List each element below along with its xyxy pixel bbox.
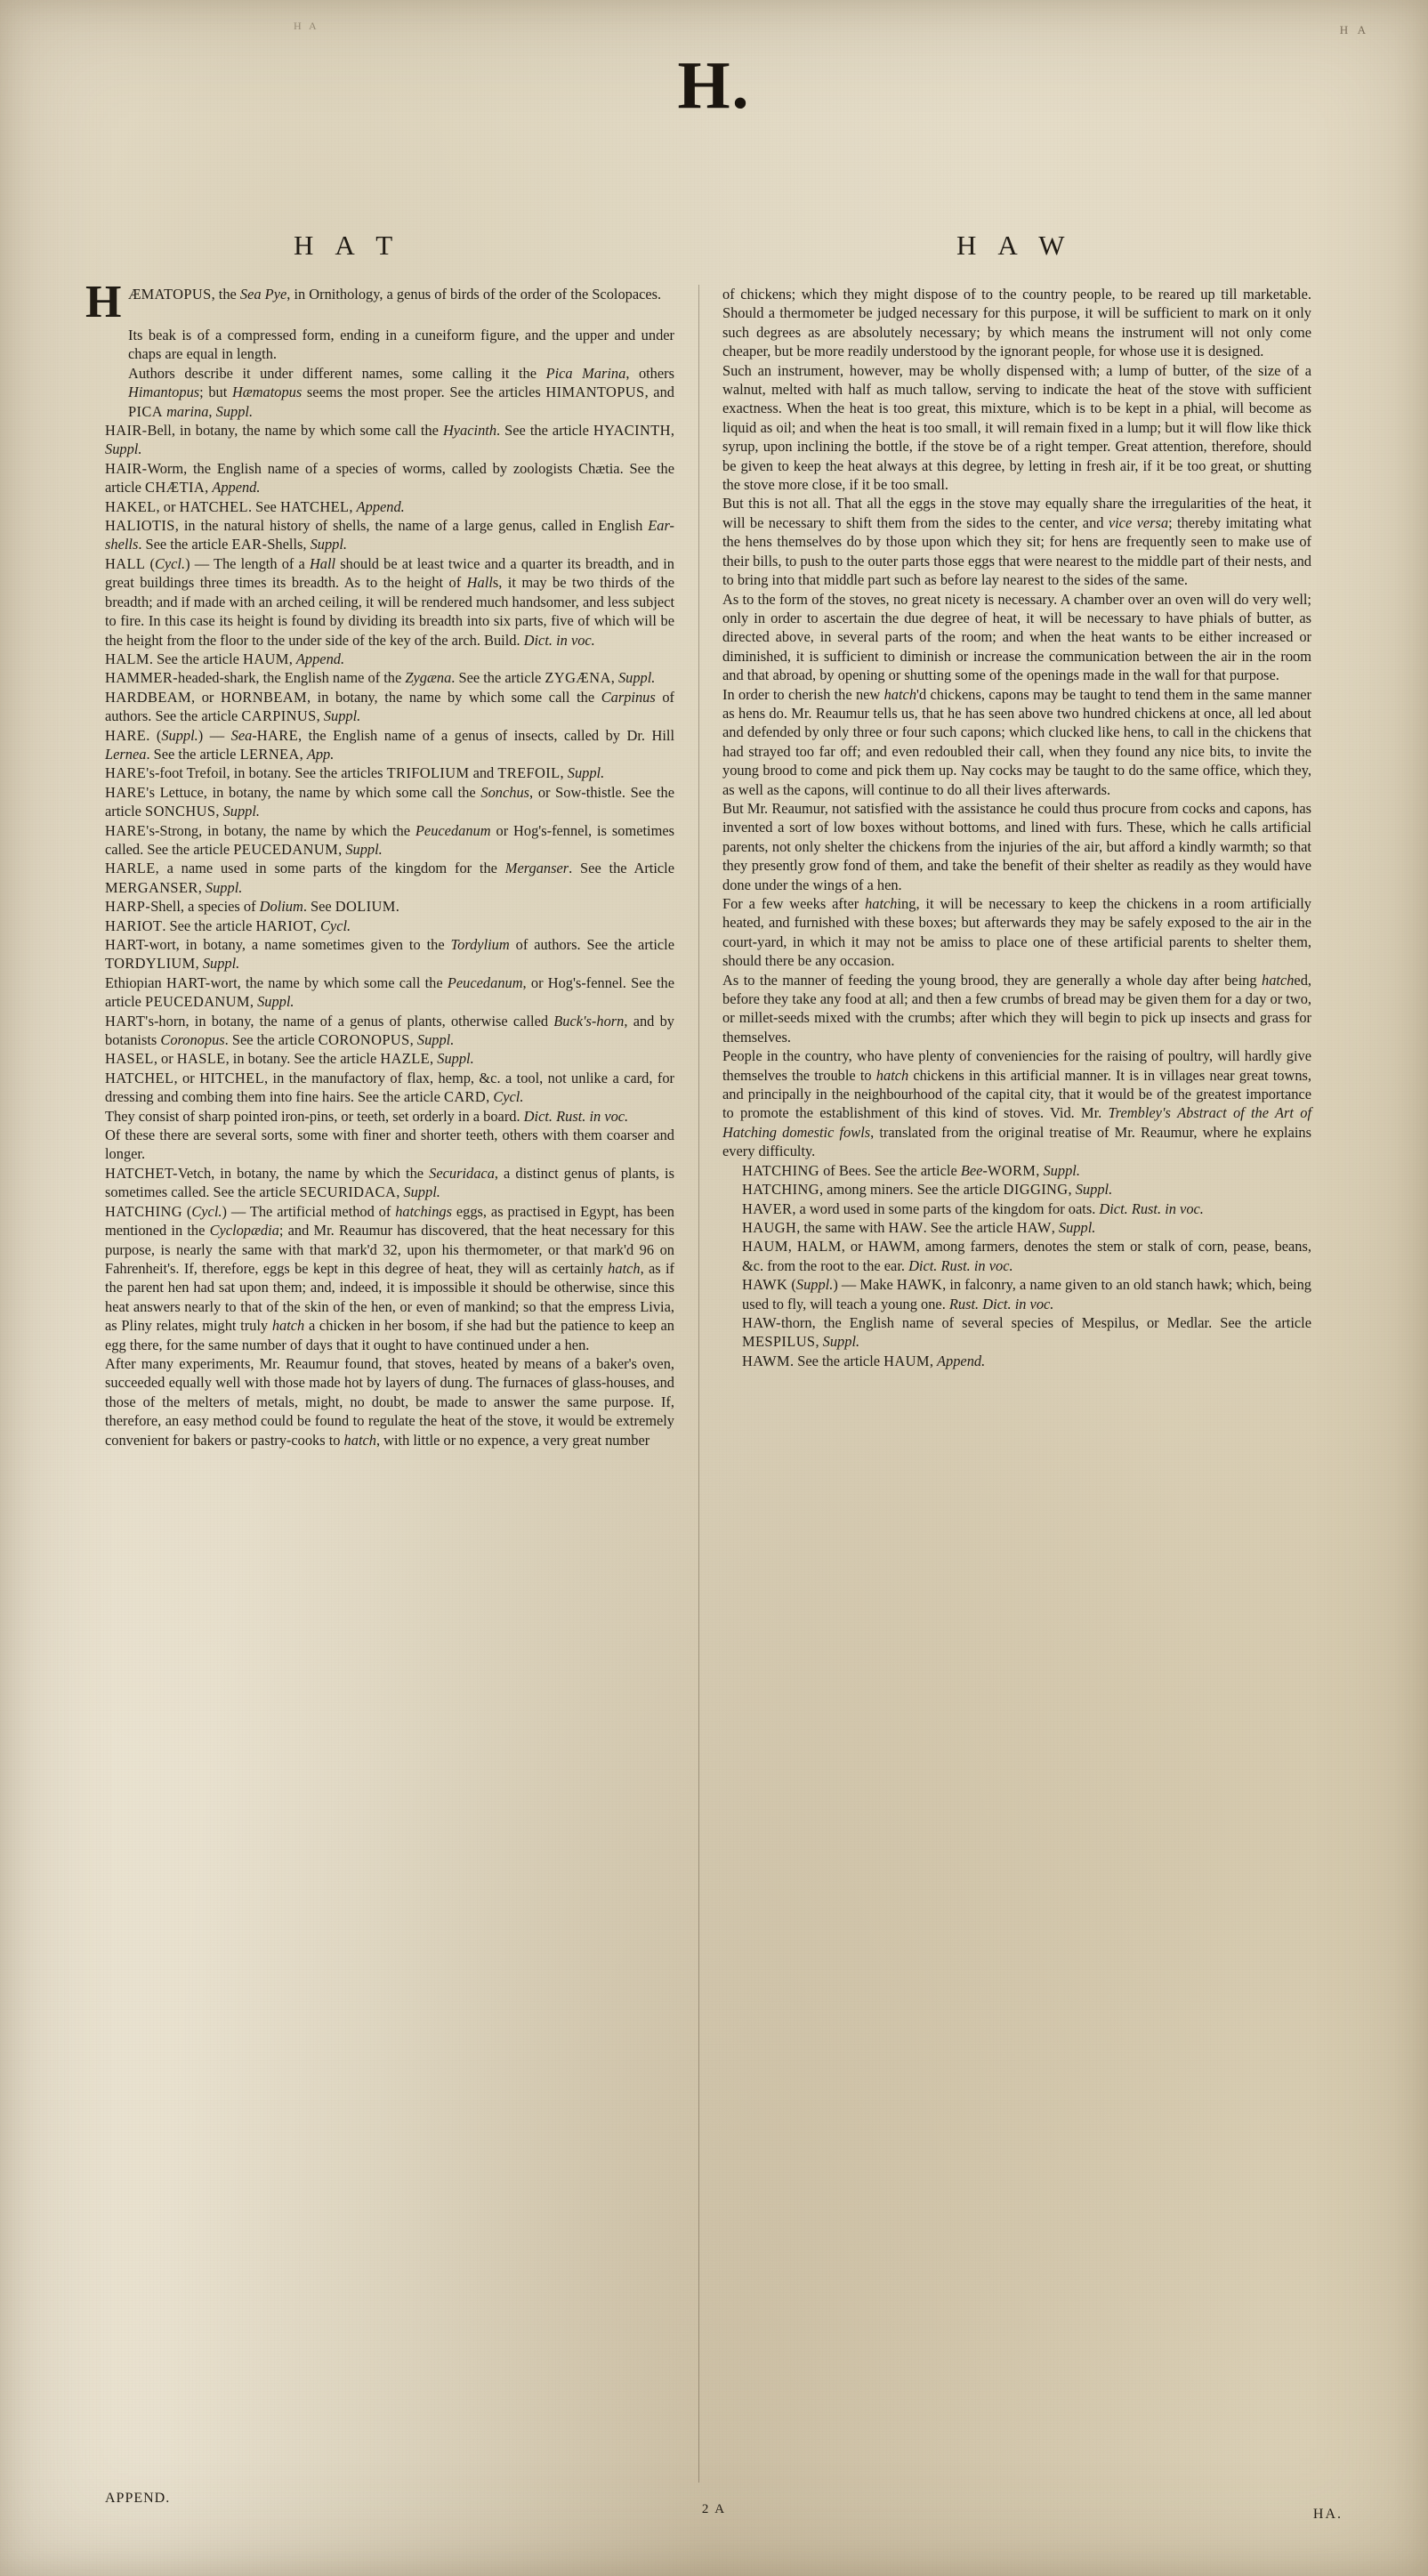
- page-title: [0, 48, 1428, 123]
- text-columns: [85, 277, 1349, 1450]
- dictionary-entry: HART's-horn, in botany, the name of a genus of plants, otherwise called Buck's-horn, and by botanists Coronopus. See the article CORONOPUS, Suppl.: [105, 1012, 674, 1049]
- column-headings: [0, 230, 1428, 265]
- entry-paragraph: After many experiments, Mr. Reaumur found, that stoves, heated by means of a baker's oven, succeeded equally well with those made hot by layers of dung. The furnaces of glass-houses, and those of the melters of metals, might, no doubt, be made to answer the same purpose. If, therefore, an easy method could be found to regulate the heat of the stove, it would be extremely convenient for bakers or pastry-cooks to hatch, with little or no expence, a very great number: [105, 1354, 674, 1449]
- dictionary-entry: HALM. See the article HAUM, Append.: [105, 650, 345, 667]
- dictionary-entry: HARDBEAM, or HORNBEAM, in botany, the name by which some call the Carpinus of authors. See the article CARPINUS, Suppl.: [105, 688, 674, 725]
- dictionary-entry: HARE. (Suppl.) — Sea-HARE, the English name of a genus of insects, called by Dr. Hill Lernea. See the article LERNEA, App.: [105, 726, 675, 763]
- dictionary-entry: HARLE, a name used in some parts of the kingdom for the Merganser. See the Article MERGANSER, Suppl.: [105, 860, 674, 896]
- footer-signature: 2 A: [701, 2502, 727, 2516]
- dictionary-entry: HATCHING, among miners. See the article DIGGING, Suppl.: [742, 1181, 1113, 1199]
- entry-paragraph: Its beak is of a compressed form, ending in a cuneiform figure, and the upper and under chaps are equal in length.: [128, 327, 674, 363]
- dictionary-entry: HAW-thorn, the English name of several species of Mespilus, or Medlar. See the article MESPILUS, Suppl.: [742, 1313, 1311, 1351]
- dictionary-entry: HATCHET-Vetch, in botany, the name by which the Securidaca, a distinct genus of plants, is sometimes called. See the article SECURIDACA, Suppl.: [105, 1164, 674, 1201]
- dictionary-entry: HAMMER-headed-shark, the English name of the Zygæna. See the article ZYGÆNA, Suppl.: [105, 669, 656, 687]
- entry-paragraph: Of these there are several sorts, some with finer and shorter teeth, others with them coarser and longer.: [105, 1126, 674, 1163]
- right-text-column: [722, 285, 1311, 1450]
- left-text-column: [85, 277, 675, 1450]
- dictionary-entry: HATCHING of Bees. See the article Bee-WORM, Suppl.: [742, 1161, 1080, 1179]
- drop-cap: H: [85, 277, 122, 327]
- dictionary-entry: HARE's-foot Trefoil, in botany. See the articles TRIFOLIUM and TREFOIL, Suppl.: [105, 764, 605, 782]
- dictionary-entry: Ethiopian HART-wort, the name by which some call the Peucedanum, or Hog's-fennel. See the article PEUCEDANUM, Suppl.: [105, 973, 675, 1011]
- entry-paragraph: of chickens; which they might dispose of to the country people, to be reared up till marketable. Should a thermometer be judged necessary for this purpose, it will be sufficient to mark on it only such degrees as are absolutely necessary; by which means the instrument will not only come cheaper, but be more readily understood by the ignorant people, for whose use it is designed.: [722, 286, 1311, 360]
- dictionary-entry: HATCHEL, or HITCHEL, in the manufactory of flax, hemp, &c. a tool, not unlike a card, for dressing and combing them into fine hairs. See the article CARD, Cycl.: [105, 1069, 674, 1106]
- entry-paragraph: People in the country, who have plenty of conveniencies for the raising of poultry, will hardly give themselves the trouble to hatch chickens in this artificial manner. It is in villages near great towns, and principally in the neighbourhood of the capital city, that it would be of the greatest importance to promote the establishment of this kind of stoves. Vid. Mr. Trembley's Abstract of the Art of Hatching domestic fowls, translated from the original treatise of Mr. Reaumur, where he explains every difficulty.: [722, 1047, 1311, 1160]
- dictionary-entry: HAVER, a word used in some parts of the kingdom for oats. Dict. Rust. in voc.: [742, 1199, 1204, 1217]
- entry-paragraph: For a few weeks after hatching, it will be necessary to keep the chickens in a room artificially heated, and furnished with these boxes; but afterwards they may be safely exposed to the air in the court-yard, in which it may not be amiss to place one of these artificial parents to shelter them, should there be any occasion.: [722, 895, 1311, 970]
- right-column-heading: H A W: [956, 230, 1073, 261]
- footer-catchword: APPEND.: [105, 2491, 171, 2506]
- top-left-page-stub: H A: [294, 20, 319, 32]
- dictionary-entry: HAUGH, the same with HAW. See the article HAW, Suppl.: [742, 1218, 1096, 1236]
- entry-paragraph: But Mr. Reaumur, not satisfied with the assistance he could thus procure from cocks and capons, has invented a sort of low boxes without bottoms, and lined with furs. These, which he calls artificial parents, not only shelter the chickens from the injuries of the air, but afford a kindly warmth; so that they presently grow fond of them, and take the benefit of their shelter as readily as they would have done under the wings of a hen.: [722, 799, 1311, 893]
- dictionary-entry: HAIR-Bell, in botany, the name by which some call the Hyacinth. See the article HYACINTH, Suppl.: [105, 422, 674, 458]
- letter-heading: H.: [677, 48, 751, 123]
- entry-paragraph: As to the manner of feeding the young brood, they are generally a whole day after being hatched, before they take any food at all; and then a few crumbs of bread may be given them for a day or two, or millet-seeds mixed with the crumbs; after which they will begin to pick up insects and grass for themselves.: [722, 971, 1311, 1046]
- entry-paragraph: [85, 277, 674, 327]
- entry-paragraph: They consist of sharp pointed iron-pins, or teeth, set orderly in a board. Dict. Rust. in voc.: [105, 1107, 629, 1125]
- dictionary-entry: HART-wort, in botany, a name sometimes given to the Tordylium of authors. See the article TORDYLIUM, Suppl.: [105, 936, 674, 973]
- dictionary-entry: HATCHING (Cycl.) — The artificial method of hatchings eggs, as practised in Egypt, has been mentioned in the Cyclopædia; and Mr. Reaumur has discovered, that the heat necessary for this purpose, is nearly the same with that mark'd 32, upon his thermometer, or that mark'd 96 on Fahrenheit's. If, therefore, eggs be kept in this degree of heat, they will as certainly hatch, as if the parent hen had sat upon them; and, indeed, it is impossible it should be otherwise, since this heat answers nearly to that of the skin of the hen, or even of mankind; so that the empress Livia, as Pliny relates, might truly hatch a chicken in her bosom, if she had but the patience to keep an egg there, for the same number of days that it ought to have continued under a hen.: [105, 1202, 674, 1353]
- dictionary-entry: HARP-Shell, a species of Dolium. See DOLIUM.: [105, 898, 399, 916]
- entry-paragraph: Authors describe it under different names, some calling it the Pica Marina, others Himantopus; but Hæmatopus seems the most proper. See the articles HIMANTOPUS, and PICA marina, Suppl.: [128, 364, 674, 420]
- dictionary-entry: HASEL, or HASLE, in botany. See the article HAZLE, Suppl.: [105, 1050, 474, 1068]
- dictionary-entry: HAUM, HALM, or HAWM, among farmers, denotes the stem or stalk of corn, pease, beans, &c. from the root to the ear. Dict. Rust. in voc.: [742, 1238, 1311, 1274]
- dictionary-entry: HALIOTIS, in the natural history of shells, the name of a large genus, called in English Ear-shells. See the article EAR-Shells, Suppl.: [105, 517, 674, 553]
- dictionary-entry: HALL (Cycl.) — The length of a Hall should be at least twice and a quarter its breadth, and in great buildings three times its breadth. As to the height of Halls, it may be two thirds of the breadth; and if made with an arched ceiling, it will be rendered much handsomer, and less subject to fire. In this case its height is found by dividing its breadth into six parts, five of which will be the height from the floor to the under side of the key of the arch. Build. Dict. in voc.: [105, 554, 674, 649]
- dictionary-entry: HARIOT. See the article HARIOT, Cycl.: [105, 917, 351, 934]
- footer-running-mark: HA.: [1312, 2507, 1343, 2522]
- dictionary-entry: HARE's-Strong, in botany, the name by which the Peucedanum or Hog's-fennel, is sometimes called. See the article PEUCEDANUM, Suppl.: [105, 821, 674, 858]
- left-column-heading: H A T: [294, 230, 401, 261]
- dictionary-entry: HAKEL, or HATCHEL. See HATCHEL, Append.: [105, 497, 405, 515]
- entry-paragraph: But this is not all. That all the eggs in the stove may equally share the irregularities of the heat, it will be necessary to shift them from the sides to the center, and vice versa; thereby imitating what the hens themselves do by those upon which they sit; for hens are frequently seen to make use of their bills, to push to the outer parts those eggs that were nearest to the middle part of their nests, and to bring into that middle part such as before lay nearest to the sides of the same.: [722, 495, 1311, 589]
- entry-paragraph: In order to cherish the new hatch'd chickens, capons may be taught to tend them in the same manner as hens do. Mr. Reaumur tells us, that he has seen above two hundred chickens at once, all led about and defended by only three or four such capons; which clucked like hens, to call in the chickens that had strayed too far off; and even redoubled their call, when they found any nice bits, to invite the young brood to come and pick them up. Nay cocks may be taught to do the same office, which they, as well as the capons, will continue to do all their lives afterwards.: [722, 685, 1311, 798]
- dictionary-entry: HARE's Lettuce, in botany, the name by which some call the Sonchus, or Sow-thistle. See the article SONCHUS, Suppl.: [105, 783, 674, 820]
- dictionary-entry: HAWM. See the article HAUM, Append.: [742, 1352, 986, 1369]
- entry-paragraph: Such an instrument, however, may be wholly dispensed with; a lump of butter, of the size of a walnut, melted with half as much tallow, serving to indicate the heat of the stove with sufficient exactness. When the heat is too great, this mixture, which is to be kept in a phial, will become as liquid as oil; and when the heat is too small, it will remain fixed in a lump; but it will flow like thick syrup, upon inclining the bottle, if the stove be of a right temper. Great attention, therefore, should be given to keep the heat always at this degree, by letting in fresh air, if it be too great, or shutting the stove more close, if it be too small.: [722, 361, 1311, 494]
- entry-text: ÆMATOPUS, the Sea Pye, in Ornithology, a genus of birds of the order of the Scolopaces.: [128, 286, 662, 303]
- top-right-page-stub: H A: [1339, 23, 1369, 36]
- dictionary-entry: HAWK (Suppl.) — Make HAWK, in falconry, a name given to an old stanch hawk; which, being used to fly, will teach a young one. Rust. Dict. in voc.: [742, 1276, 1311, 1312]
- dictionary-entry: HAIR-Worm, the English name of a species of worms, called by zoologists Chætia. See the article CHÆTIA, Append.: [105, 459, 674, 497]
- entry-paragraph: As to the form of the stoves, no great nicety is necessary. A chamber over an oven will do very well; only in order to ascertain the due degree of heat, it will be necessary to have phials of butter, as directed above, in several parts of the room; and when the heat wants to be either increased or diminished, it is sufficient to diminish or increase the communication between the air in the room and that abroad, by opening or shutting some of the openings made in the wall for that purpose.: [722, 590, 1311, 684]
